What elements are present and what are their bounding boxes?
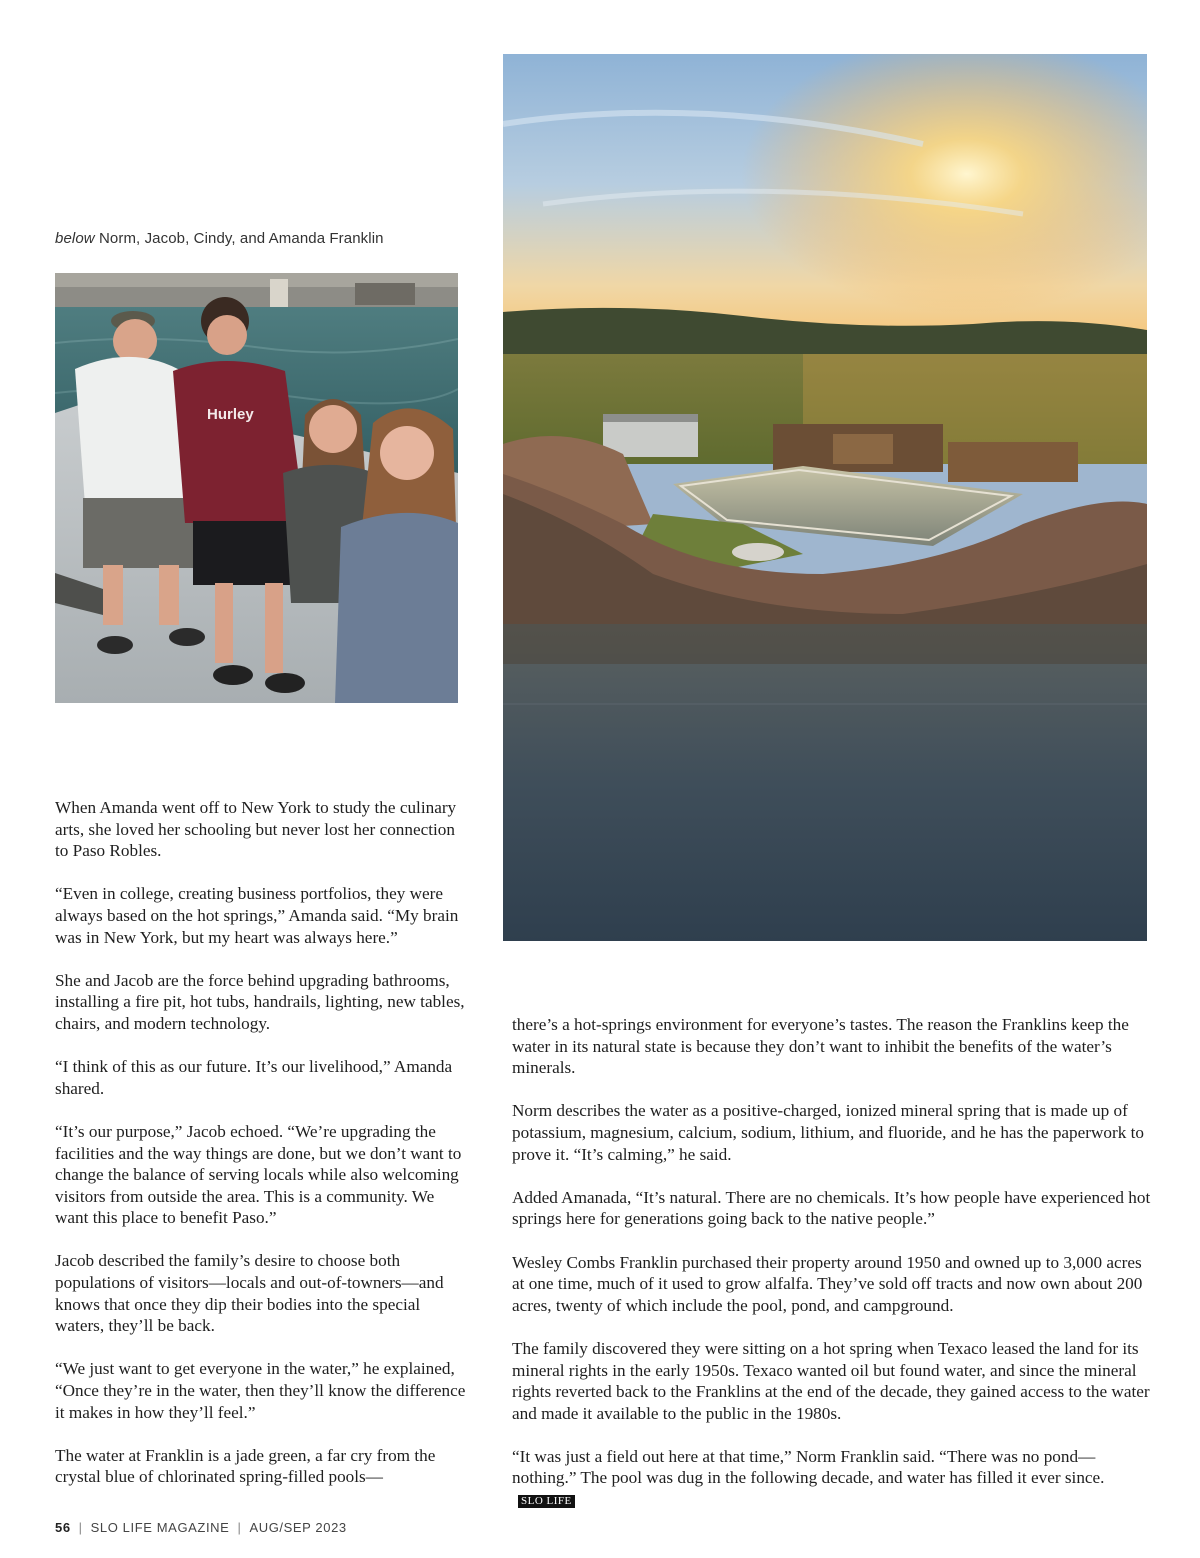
right-paragraph-3: Added Amanada, “It’s natural. There are no chemicals. It’s how people have experienced hot springs here for generations going back to the native people.” xyxy=(512,1187,1151,1229)
closing-paragraph-text: “It was just a field out here at that time,” Norm Franklin said. “There was no pond—nothing.” The pool was dug in the following decade, and water has filled it ever since. xyxy=(512,1446,1105,1488)
footer-separator-1: | xyxy=(78,1520,83,1535)
left-paragraph-6: Jacob described the family’s desire to choose both populations of visitors—locals and out-of-towners—and knows that once they dip their bodies into the special waters, they’ll be back. xyxy=(55,1251,444,1336)
right-paragraph-2: Norm describes the water as a positive-charged, ionized mineral spring that is made up of potassium, magnesium, calcium, sodium, lithium, and fluoride, and he has the paperwork to prove it. “It’s calming,” he said. xyxy=(512,1101,1144,1164)
family-photo-image xyxy=(55,273,458,703)
right-paragraph-4: Wesley Combs Franklin purchased their property around 1950 and owned up to 3,000 acres at one time, much of it used to grow alfalfa. They’ve sold off tracts and now own about 200 acres, twenty of which include the pool, pond, and campground. xyxy=(512,1252,1143,1315)
left-paragraph-8: The water at Franklin is a jade green, a far cry from the crystal blue of chlorinated spring-filled pools— xyxy=(55,1445,436,1487)
hot-springs-aerial-photo xyxy=(503,54,1147,941)
issue-date: AUG/SEP 2023 xyxy=(249,1520,347,1535)
caption-text: Norm, Jacob, Cindy, and Amanda Franklin xyxy=(98,230,384,247)
left-paragraph-5: “It’s our purpose,” Jacob echoed. “We’re upgrading the facilities and the way things are done, but we don’t want to change the balance of serving locals while also welcoming visitors from outside the area. This is a community. We want this place to benefit Paso.” xyxy=(55,1121,462,1228)
photo-caption xyxy=(55,230,475,247)
left-paragraph-2: “Even in college, creating business portfolios, they were always based on the hot springs,” Amanda said. “My brain was in New York, but my heart was always here.” xyxy=(55,884,459,947)
left-paragraph-3: She and Jacob are the force behind upgrading bathrooms, installing a fire pit, hot tubs, handrails, lighting, new tables, chairs, and modern technology. xyxy=(55,970,465,1033)
left-column-text xyxy=(55,797,470,1510)
aerial-photo-image xyxy=(503,54,1147,941)
page-number: 56 xyxy=(55,1520,71,1535)
right-column-text xyxy=(512,1014,1152,1532)
right-paragraph-1: there’s a hot-springs environment for everyone’s tastes. The reason the Franklins keep the water in its natural state is because they don’t want to inhibit the benefits of the water’s minerals. xyxy=(512,1015,1129,1078)
left-paragraph-1: When Amanda went off to New York to study the culinary arts, she loved her schooling but never lost her connection to Paso Robles. xyxy=(55,798,457,861)
caption-lead: below xyxy=(55,230,95,247)
family-photo xyxy=(55,273,458,703)
magazine-name: SLO LIFE MAGAZINE xyxy=(90,1520,230,1535)
right-paragraph-5: The family discovered they were sitting on a hot spring when Texaco leased the land for its mineral rights in the early 1950s. Texaco wanted oil but found water, and since the mineral rights reverted back to the Franklins at the end of the decade, they gained access to the water and made it available to the public in the 1980s. xyxy=(512,1338,1150,1423)
left-paragraph-7: “We just want to get everyone in the water,” he explained, “Once they’re in the water, then they’ll know the difference it makes in how they’ll feel.” xyxy=(55,1359,466,1422)
left-paragraph-4: “I think of this as our future. It’s our livelihood,” Amanda shared. xyxy=(55,1057,453,1098)
footer-separator-2: | xyxy=(237,1520,242,1535)
closing-paragraph xyxy=(512,1446,1152,1511)
page-footer xyxy=(55,1520,347,1535)
hurley-logo: Hurley xyxy=(207,406,254,423)
slo-life-end-mark: SLO LIFE xyxy=(518,1495,575,1508)
